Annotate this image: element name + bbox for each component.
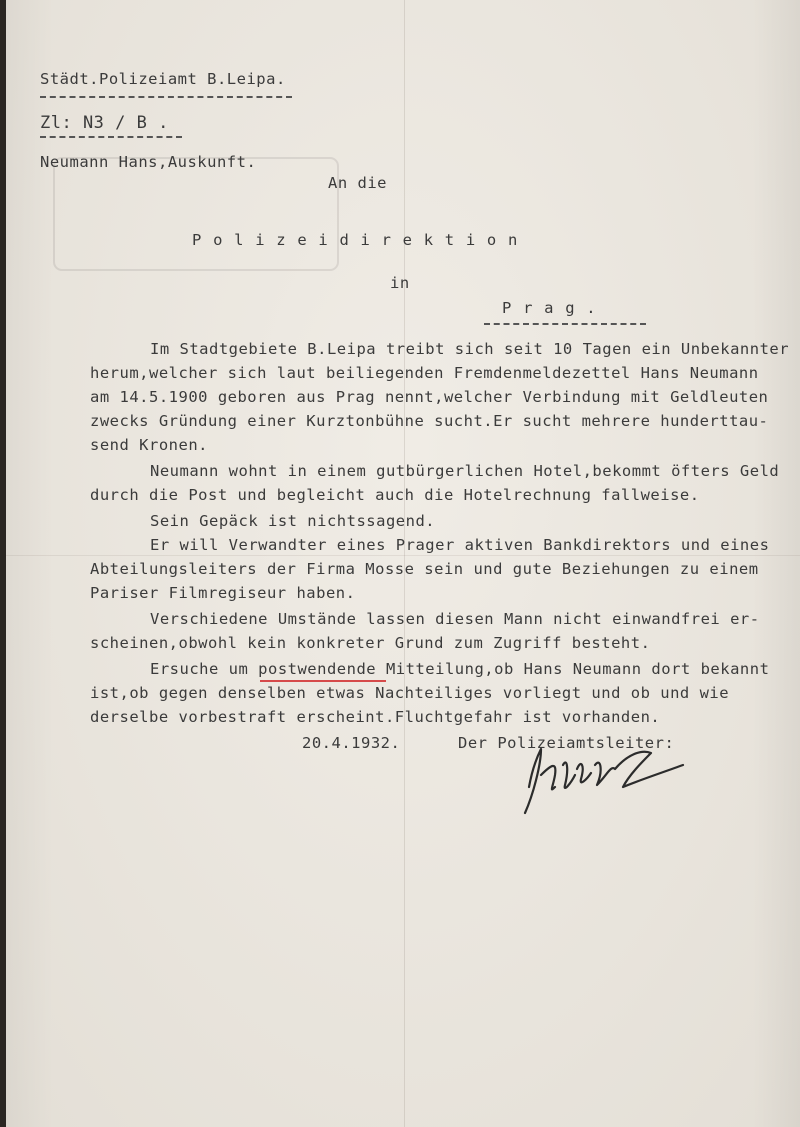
body-line-8: Sein Gepäck ist nichtssagend.	[150, 512, 436, 530]
body-line-7: durch die Post und begleicht auch die Hotelrechnung fallweise.	[90, 486, 700, 504]
letter-page	[6, 0, 800, 1127]
body-line-15: ist,ob gegen denselben etwas Nachteiliges vorliegt und ob und wie	[90, 684, 730, 702]
recipient-city: P r a g .	[502, 299, 597, 317]
body-line-3: am 14.5.1900 geboren aus Prag nennt,welcher Verbindung mit Geldleuten	[90, 388, 769, 406]
body-line-1: Im Stadtgebiete B.Leipa treibt sich seit 10 Tagen ein Unbekannter	[150, 340, 790, 358]
body-line-11: Pariser Filmregiseur haben.	[90, 584, 356, 602]
subject-line: Neumann Hans,Auskunft.	[40, 153, 257, 171]
letter-date: 20.4.1932.	[302, 734, 401, 752]
reference-number: Zl: N3 / B .	[40, 113, 169, 133]
signatory-title: Der Polizeiamtsleiter:	[458, 734, 675, 752]
body-line-5: send Kronen.	[90, 436, 208, 454]
body-line-12: Verschiedene Umstände lassen diesen Mann nicht einwandfrei er-	[150, 610, 760, 628]
address-in: in	[390, 274, 410, 292]
body-line-4: zwecks Gründung einer Kurztonbühne sucht.Er sucht mehrere hunderttau-	[90, 412, 769, 430]
red-underline-postwendende	[260, 680, 386, 682]
address-to: An die	[328, 174, 387, 192]
body-line-6: Neumann wohnt in einem gutbürgerlichen Hotel,bekommt öfters Geld	[150, 462, 780, 480]
fold-line-horizontal	[6, 555, 800, 556]
office-underline	[40, 96, 292, 98]
body-line-10: Abteilungsleiters der Firma Mosse sein und gute Beziehungen zu einem	[90, 560, 759, 578]
recipient-name: P o l i z e i d i r e k t i o n	[192, 231, 519, 249]
handwritten-signature	[511, 735, 691, 825]
reference-underline	[40, 136, 182, 138]
city-underline	[484, 323, 646, 325]
body-line-2: herum,welcher sich laut beiliegenden Fremdenmeldezettel Hans Neumann	[90, 364, 759, 382]
body-line-9: Er will Verwandter eines Prager aktiven Bankdirektors und eines	[150, 536, 770, 554]
body-line-13: scheinen,obwohl kein konkreter Grund zum Zugriff besteht.	[90, 634, 651, 652]
body-line-14: Ersuche um postwendende Mitteilung,ob Hans Neumann dort bekannt	[150, 660, 770, 678]
body-line-16: derselbe vorbestraft erscheint.Fluchtgefahr ist vorhanden.	[90, 708, 661, 726]
issuing-office: Städt.Polizeiamt B.Leipa.	[40, 70, 286, 88]
